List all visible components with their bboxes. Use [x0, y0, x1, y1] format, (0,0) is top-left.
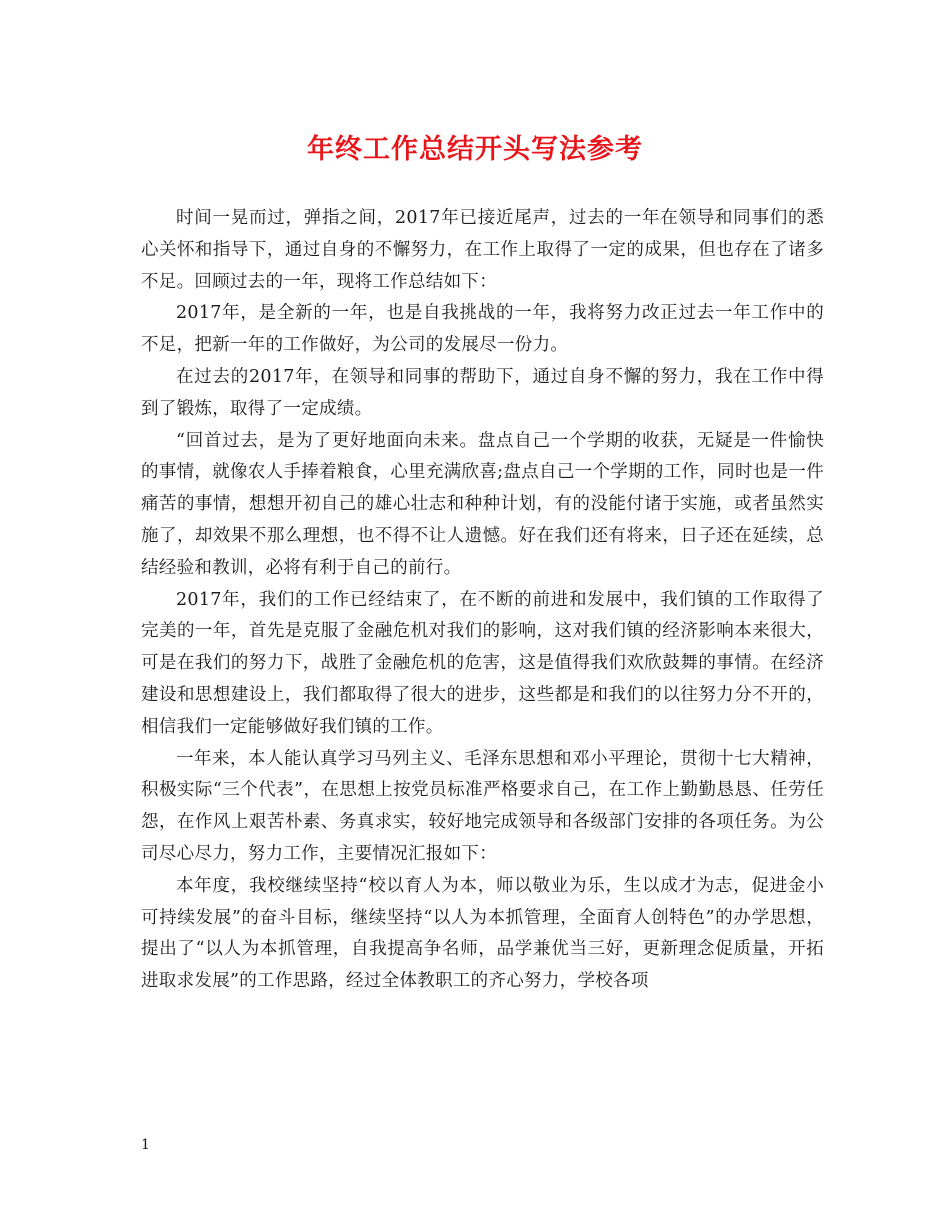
paragraph-7: 本年度，我校继续坚持“校以育人为本，师以敬业为乐，生以成才为志，促进金小可持续发展”的奋斗目标，继续坚持“以人为本抓管理，全面育人创特色”的办学思想，提出了“以人为本抓管理，自我提高争名师，品学兼优当三好，更新理念促质量，开拓进取求发展”的工作思路，经过全体教职工的齐心努力，学校各项 [141, 875, 824, 992]
paragraph-1: 时间一晃而过，弹指之间，2017年已接近尾声，过去的一年在领导和同事们的悉心关怀和指导下，通过自身的不懈努力，在工作上取得了一定的成果，但也存在了诸多不足。回顾过去的一年，现将工作总结如下： [141, 208, 824, 292]
document-title: 年终工作总结开头写法参考 [307, 134, 643, 165]
paragraph-6: 一年来，本人能认真学习马列主义、毛泽东思想和邓小平理论，贯彻十七大精神，积极实际“三个代表”，在思想上按党员标准严格要求自己，在工作上勤勤恳恳、任劳任怨，在作风上艰苦朴素、务真求实，较好地完成领导和各级部门安排的各项任务。为公司尽心尽力，努力工作，主要情况汇报如下： [141, 748, 824, 864]
page-number: 1 [141, 1137, 150, 1153]
paragraph-3: 在过去的2017年，在领导和同事的帮助下，通过自身不懈的努力，我在工作中得到了锻炼，取得了一定成绩。 [141, 366, 824, 419]
paragraph-2: 2017年，是全新的一年，也是自我挑战的一年，我将努力改正过去一年工作中的不足，把新一年的工作做好，为公司的发展尽一份力。 [141, 303, 824, 356]
paragraph-5: 2017年，我们的工作已经结束了，在不断的前进和发展中，我们镇的工作取得了完美的一年，首先是克服了金融危机对我们的影响，这对我们镇的经济影响本来很大，可是在我们的努力下，战胜了金融危机的危害，这是值得我们欢欣鼓舞的事情。在经济建设和思想建设上，我们都取得了很大的进步，这些都是和我们的以往努力分不开的，相信我们一定能够做好我们镇的工作。 [141, 589, 824, 737]
paragraph-4: “回首过去，是为了更好地面向未来。盘点自己一个学期的收获，无疑是一件愉快的事情，就像农人手捧着粮食，心里充满欣喜;盘点自己一个学期的工作，同时也是一件痛苦的事情，想想开初自己的雄心壮志和种种计划，有的没能付诸于实施，或者虽然实施了，却效果不那么理想，也不得不让人遗憾。好在我们还有将来，日子还在延续，总结经验和教训，必将有利于自己的前行。 [141, 430, 824, 578]
document-body [141, 203, 824, 998]
